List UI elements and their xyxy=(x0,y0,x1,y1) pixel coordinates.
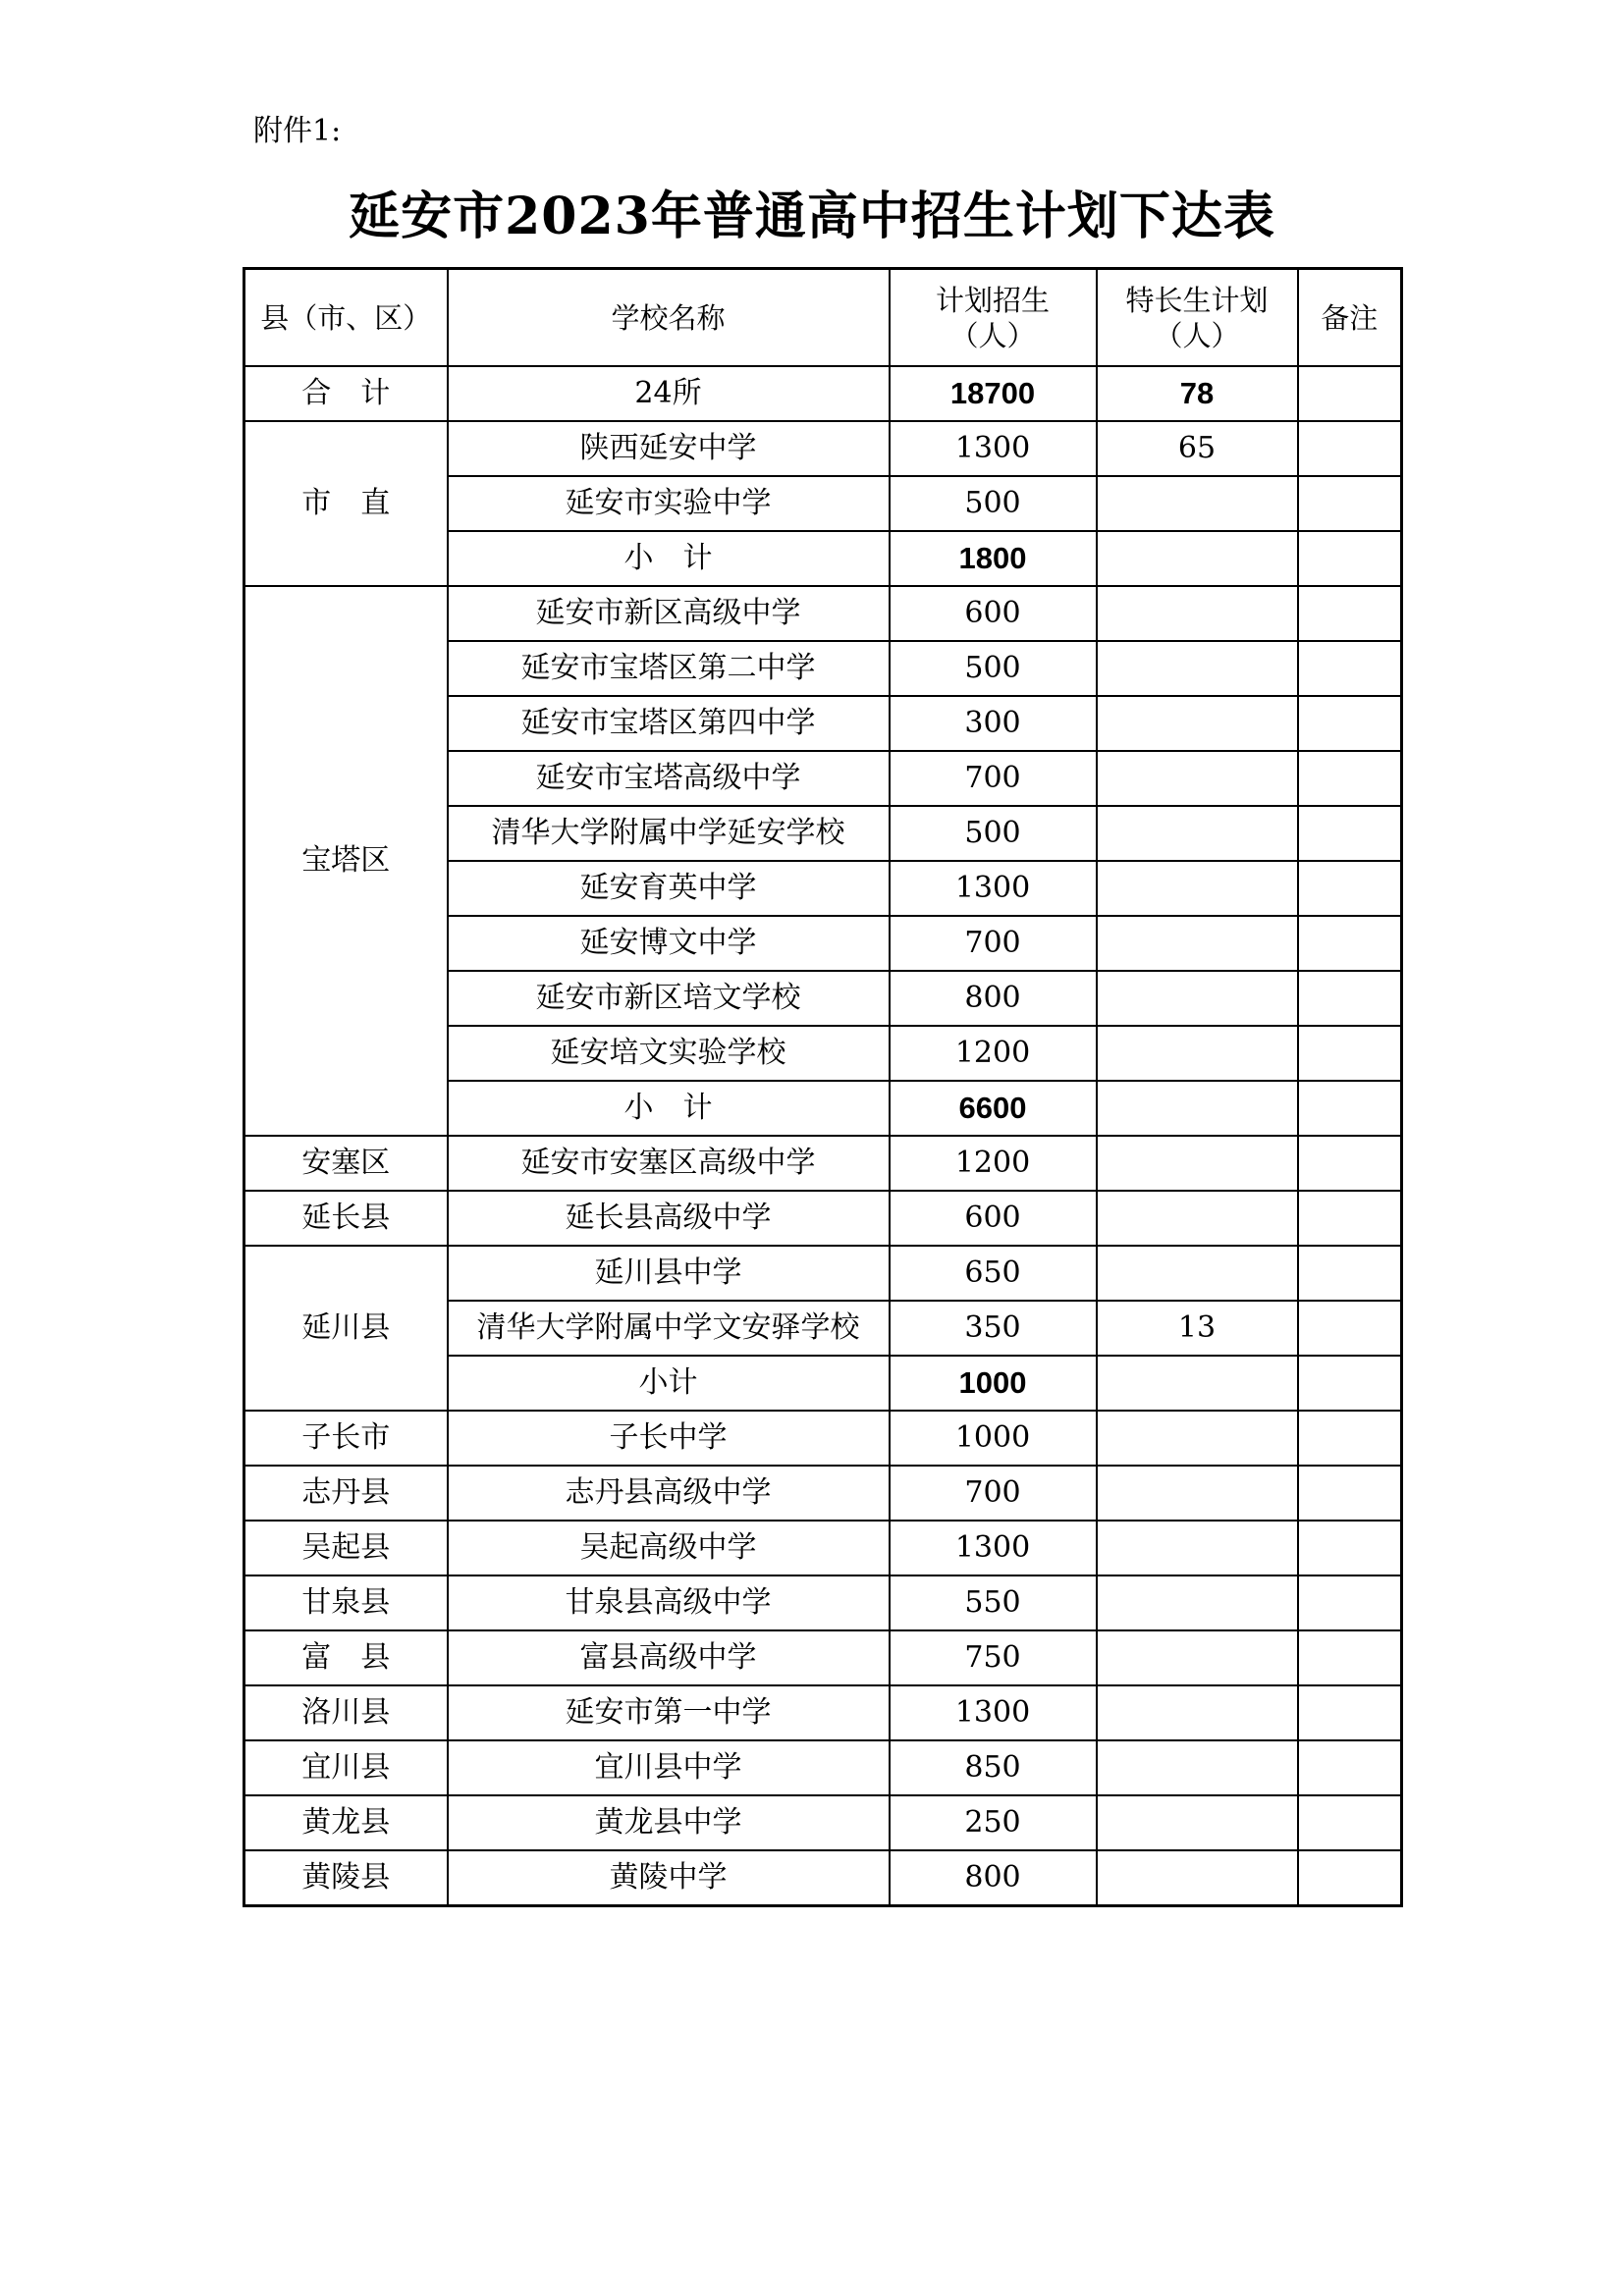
special-cell xyxy=(1097,971,1298,1026)
plan-cell: 500 xyxy=(890,806,1097,861)
plan-cell: 1300 xyxy=(890,861,1097,916)
remark-cell xyxy=(1298,1521,1402,1575)
special-cell xyxy=(1097,916,1298,971)
table-row xyxy=(244,1795,1402,1850)
subtotal-remark xyxy=(1298,531,1402,586)
school-name-cell: 子长中学 xyxy=(448,1411,890,1466)
school-name-cell: 清华大学附属中学文安驿学校 xyxy=(448,1301,890,1356)
special-cell xyxy=(1097,476,1298,531)
special-cell xyxy=(1097,1466,1298,1521)
total-row xyxy=(244,366,1402,421)
header-school: 学校名称 xyxy=(448,269,890,367)
table-row xyxy=(244,1246,1402,1301)
total-plan: 18700 xyxy=(890,366,1097,421)
table-row xyxy=(244,1575,1402,1630)
remark-cell xyxy=(1298,1026,1402,1081)
remark-cell xyxy=(1298,1466,1402,1521)
school-name-cell: 宜川县中学 xyxy=(448,1740,890,1795)
enrollment-plan-table xyxy=(243,267,1403,1907)
county-cell: 宜川县 xyxy=(244,1740,448,1795)
special-cell xyxy=(1097,586,1298,641)
school-name-cell: 延川县中学 xyxy=(448,1246,890,1301)
remark-cell xyxy=(1298,1136,1402,1191)
school-name-cell: 延安市第一中学 xyxy=(448,1685,890,1740)
subtotal-remark xyxy=(1298,1081,1402,1136)
plan-cell: 550 xyxy=(890,1575,1097,1630)
county-cell: 甘泉县 xyxy=(244,1575,448,1630)
school-name-cell: 陕西延安中学 xyxy=(448,421,890,476)
special-cell xyxy=(1097,1246,1298,1301)
subtotal-special xyxy=(1097,1356,1298,1411)
school-name-cell: 延安市宝塔高级中学 xyxy=(448,751,890,806)
total-schools: 24所 xyxy=(448,366,890,421)
plan-cell: 700 xyxy=(890,751,1097,806)
plan-cell: 1200 xyxy=(890,1026,1097,1081)
special-cell xyxy=(1097,861,1298,916)
plan-cell: 250 xyxy=(890,1795,1097,1850)
remark-cell xyxy=(1298,476,1402,531)
subtotal-remark xyxy=(1298,1356,1402,1411)
special-cell xyxy=(1097,1521,1298,1575)
school-name-cell: 延安市宝塔区第四中学 xyxy=(448,696,890,751)
subtotal-plan: 1800 xyxy=(890,531,1097,586)
special-cell xyxy=(1097,1575,1298,1630)
table-header-row xyxy=(244,269,1402,367)
special-cell: 65 xyxy=(1097,421,1298,476)
remark-cell xyxy=(1298,696,1402,751)
school-name-cell: 延安市新区培文学校 xyxy=(448,971,890,1026)
plan-cell: 600 xyxy=(890,586,1097,641)
remark-cell xyxy=(1298,1850,1402,1906)
plan-cell: 850 xyxy=(890,1740,1097,1795)
county-cell: 富 县 xyxy=(244,1630,448,1685)
county-cell: 黄龙县 xyxy=(244,1795,448,1850)
header-plan-label: 计划招生 xyxy=(935,283,1050,317)
plan-cell: 500 xyxy=(890,641,1097,696)
school-name-cell: 甘泉县高级中学 xyxy=(448,1575,890,1630)
remark-cell xyxy=(1298,971,1402,1026)
school-name-cell: 延安培文实验学校 xyxy=(448,1026,890,1081)
school-name-cell: 吴起高级中学 xyxy=(448,1521,890,1575)
header-remark: 备注 xyxy=(1298,269,1402,367)
plan-cell: 300 xyxy=(890,696,1097,751)
school-name-cell: 延安市宝塔区第二中学 xyxy=(448,641,890,696)
county-cell: 吴起县 xyxy=(244,1521,448,1575)
remark-cell xyxy=(1298,1191,1402,1246)
total-special: 78 xyxy=(1097,366,1298,421)
county-cell: 志丹县 xyxy=(244,1466,448,1521)
county-cell: 市 直 xyxy=(244,421,448,586)
remark-cell xyxy=(1298,421,1402,476)
special-cell xyxy=(1097,806,1298,861)
special-cell xyxy=(1097,1411,1298,1466)
plan-cell: 1300 xyxy=(890,1521,1097,1575)
document-title: 延安市2023年普通高中招生计划下达表 xyxy=(349,187,1275,246)
subtotal-special xyxy=(1097,531,1298,586)
plan-cell: 1300 xyxy=(890,1685,1097,1740)
total-remark xyxy=(1298,366,1402,421)
table-row xyxy=(244,586,1402,641)
table-row xyxy=(244,1630,1402,1685)
special-cell xyxy=(1097,696,1298,751)
county-cell: 黄陵县 xyxy=(244,1850,448,1906)
special-cell xyxy=(1097,1630,1298,1685)
special-cell xyxy=(1097,1850,1298,1906)
special-cell xyxy=(1097,1685,1298,1740)
plan-cell: 800 xyxy=(890,1850,1097,1906)
subtotal-label: 小 计 xyxy=(448,531,890,586)
subtotal-plan: 1000 xyxy=(890,1356,1097,1411)
county-cell: 宝塔区 xyxy=(244,586,448,1136)
total-label: 合 计 xyxy=(244,366,448,421)
remark-cell xyxy=(1298,586,1402,641)
county-cell: 洛川县 xyxy=(244,1685,448,1740)
header-plan xyxy=(890,269,1097,367)
plan-cell: 1200 xyxy=(890,1136,1097,1191)
attachment-label: 附件1: xyxy=(253,114,342,148)
header-special-unit: （人） xyxy=(1154,318,1240,352)
plan-cell: 500 xyxy=(890,476,1097,531)
remark-cell xyxy=(1298,1740,1402,1795)
subtotal-plan: 6600 xyxy=(890,1081,1097,1136)
county-cell: 安塞区 xyxy=(244,1136,448,1191)
table-row xyxy=(244,1850,1402,1906)
school-name-cell: 延长县高级中学 xyxy=(448,1191,890,1246)
remark-cell xyxy=(1298,916,1402,971)
special-cell xyxy=(1097,1795,1298,1850)
subtotal-label: 小 计 xyxy=(448,1081,890,1136)
table-row xyxy=(244,1411,1402,1466)
county-cell: 延长县 xyxy=(244,1191,448,1246)
header-special xyxy=(1097,269,1298,367)
plan-cell: 700 xyxy=(890,1466,1097,1521)
school-name-cell: 富县高级中学 xyxy=(448,1630,890,1685)
school-name-cell: 清华大学附属中学延安学校 xyxy=(448,806,890,861)
header-special-label: 特长生计划 xyxy=(1125,283,1269,317)
plan-cell: 1000 xyxy=(890,1411,1097,1466)
special-cell xyxy=(1097,1191,1298,1246)
remark-cell xyxy=(1298,1301,1402,1356)
remark-cell xyxy=(1298,1575,1402,1630)
plan-cell: 1300 xyxy=(890,421,1097,476)
special-cell xyxy=(1097,1136,1298,1191)
school-name-cell: 黄龙县中学 xyxy=(448,1795,890,1850)
special-cell: 13 xyxy=(1097,1301,1298,1356)
subtotal-label: 小计 xyxy=(448,1356,890,1411)
header-plan-unit: （人） xyxy=(949,318,1036,352)
plan-cell: 700 xyxy=(890,916,1097,971)
remark-cell xyxy=(1298,861,1402,916)
school-name-cell: 延安市安塞区高级中学 xyxy=(448,1136,890,1191)
plan-cell: 650 xyxy=(890,1246,1097,1301)
remark-cell xyxy=(1298,1411,1402,1466)
table-row xyxy=(244,421,1402,476)
remark-cell xyxy=(1298,1685,1402,1740)
remark-cell xyxy=(1298,641,1402,696)
special-cell xyxy=(1097,1740,1298,1795)
table-body xyxy=(244,366,1402,1906)
table-row xyxy=(244,1191,1402,1246)
county-cell: 子长市 xyxy=(244,1411,448,1466)
special-cell xyxy=(1097,641,1298,696)
table-row xyxy=(244,1685,1402,1740)
school-name-cell: 延安市新区高级中学 xyxy=(448,586,890,641)
remark-cell xyxy=(1298,1246,1402,1301)
table-row xyxy=(244,1136,1402,1191)
plan-cell: 600 xyxy=(890,1191,1097,1246)
table-row xyxy=(244,1740,1402,1795)
plan-cell: 800 xyxy=(890,971,1097,1026)
remark-cell xyxy=(1298,751,1402,806)
header-county: 县（市、区） xyxy=(244,269,448,367)
plan-cell: 750 xyxy=(890,1630,1097,1685)
remark-cell xyxy=(1298,1795,1402,1850)
remark-cell xyxy=(1298,806,1402,861)
school-name-cell: 延安市实验中学 xyxy=(448,476,890,531)
school-name-cell: 志丹县高级中学 xyxy=(448,1466,890,1521)
special-cell xyxy=(1097,1026,1298,1081)
school-name-cell: 延安博文中学 xyxy=(448,916,890,971)
school-name-cell: 延安育英中学 xyxy=(448,861,890,916)
table-row xyxy=(244,1466,1402,1521)
special-cell xyxy=(1097,751,1298,806)
school-name-cell: 黄陵中学 xyxy=(448,1850,890,1906)
plan-cell: 350 xyxy=(890,1301,1097,1356)
remark-cell xyxy=(1298,1630,1402,1685)
county-cell: 延川县 xyxy=(244,1246,448,1411)
subtotal-special xyxy=(1097,1081,1298,1136)
table-row xyxy=(244,1521,1402,1575)
